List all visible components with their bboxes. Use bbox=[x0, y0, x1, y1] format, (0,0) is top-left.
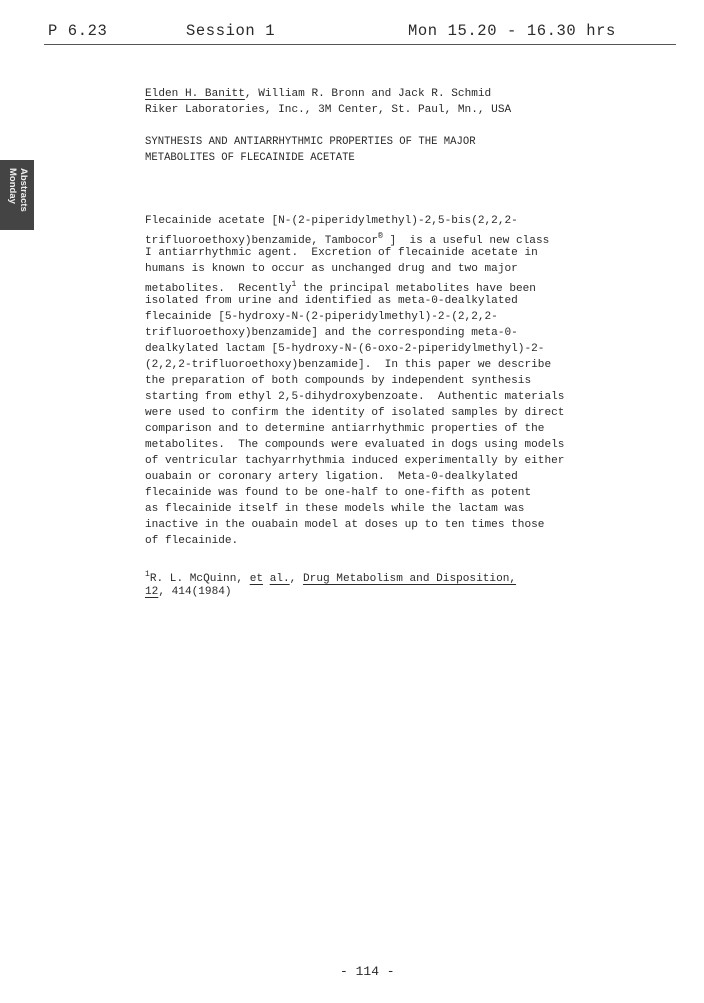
side-tab-line2: Monday bbox=[7, 168, 18, 204]
body-line: flecainide [5-hydroxy-N-(2-piperidylmethyl)-2-(2,2,2- bbox=[145, 311, 498, 323]
footnote-volume: 12 bbox=[145, 586, 159, 598]
body-text: ] is a useful new class bbox=[382, 235, 550, 247]
body-line: flecainide was found to be one-half to one-fifth as potent bbox=[145, 487, 532, 499]
body-line: of flecainide. bbox=[145, 535, 239, 547]
affiliation: Riker Laboratories, Inc., 3M Center, St. Paul, Mn., USA bbox=[145, 104, 512, 116]
registered-mark: ® bbox=[378, 232, 383, 241]
session-label: Session 1 bbox=[186, 22, 276, 40]
body-line: humans is known to occur as unchanged drug and two major bbox=[145, 263, 518, 275]
page-number: - 114 - bbox=[340, 964, 395, 979]
body-line: dealkylated lactam [5-hydroxy-N-(6-oxo-2-piperidylmethyl)-2- bbox=[145, 343, 545, 355]
presenting-author: Elden H. Banitt bbox=[145, 88, 245, 100]
body-line: ouabain or coronary artery ligation. Meta-0-dealkylated bbox=[145, 471, 518, 483]
footnote-line-1 bbox=[145, 568, 516, 586]
body-text: the principal metabolites have been bbox=[296, 283, 536, 295]
body-line: as flecainide itself in these models while the lactam was bbox=[145, 503, 525, 515]
header-rule bbox=[44, 44, 676, 45]
body-line: inactive in the ouabain model at doses up to ten times those bbox=[145, 519, 545, 531]
body-line: Flecainide acetate [N-(2-piperidylmethyl)-2,5-bis(2,2,2- bbox=[145, 215, 518, 227]
body-line: comparison and to determine antiarrhythmic properties of the bbox=[145, 423, 545, 435]
body-line: I antiarrhythmic agent. Excretion of flecainide acetate in bbox=[145, 247, 538, 259]
title-line-2: METABOLITES OF FLECAINIDE ACETATE bbox=[145, 152, 355, 164]
title-line-1: SYNTHESIS AND ANTIARRHYTHMIC PROPERTIES OF THE MAJOR bbox=[145, 136, 476, 148]
side-tab-abstracts-monday bbox=[0, 160, 34, 230]
side-tab-line1: Abstracts bbox=[18, 168, 29, 212]
body-line: trifluoroethoxy)benzamide] and the corresponding meta-0- bbox=[145, 327, 518, 339]
footnote-journal: Drug Metabolism and Disposition, bbox=[303, 573, 517, 585]
authors-line bbox=[145, 87, 491, 101]
co-authors: , William R. Bronn and Jack R. Schmid bbox=[244, 88, 492, 100]
footnote-al: al. bbox=[269, 573, 290, 585]
body-line: the preparation of both compounds by independent synthesis bbox=[145, 375, 532, 387]
body-line: metabolites. The compounds were evaluated in dogs using models bbox=[145, 439, 565, 451]
footnote-pages: , 414(1984) bbox=[158, 586, 232, 598]
footnote-authors: R. L. McQuinn, bbox=[149, 573, 250, 585]
body-text: trifluoroethoxy)benzamide, Tambocor bbox=[145, 235, 379, 247]
abstract-code: P 6.23 bbox=[48, 22, 108, 40]
body-line: (2,2,2-trifluoroethoxy)benzamide]. In this paper we describe bbox=[145, 359, 552, 371]
body-line: were used to confirm the identity of isolated samples by direct bbox=[145, 407, 565, 419]
body-text: metabolites. Recently bbox=[145, 283, 292, 295]
session-time: Mon 15.20 - 16.30 hrs bbox=[408, 22, 616, 40]
footnote-et: et bbox=[249, 573, 264, 585]
footnote-mark: 1 bbox=[145, 570, 150, 579]
body-line: starting from ethyl 2,5-dihydroxybenzoate. Authentic materials bbox=[145, 391, 565, 403]
footnote-line-2 bbox=[145, 585, 232, 599]
body-line: isolated from urine and identified as meta-0-dealkylated bbox=[145, 295, 518, 307]
body-line: of ventricular tachyarrhythmia induced experimentally by either bbox=[145, 455, 565, 467]
footnote-sep: , bbox=[289, 573, 303, 585]
footnote-ref: 1 bbox=[291, 280, 297, 289]
